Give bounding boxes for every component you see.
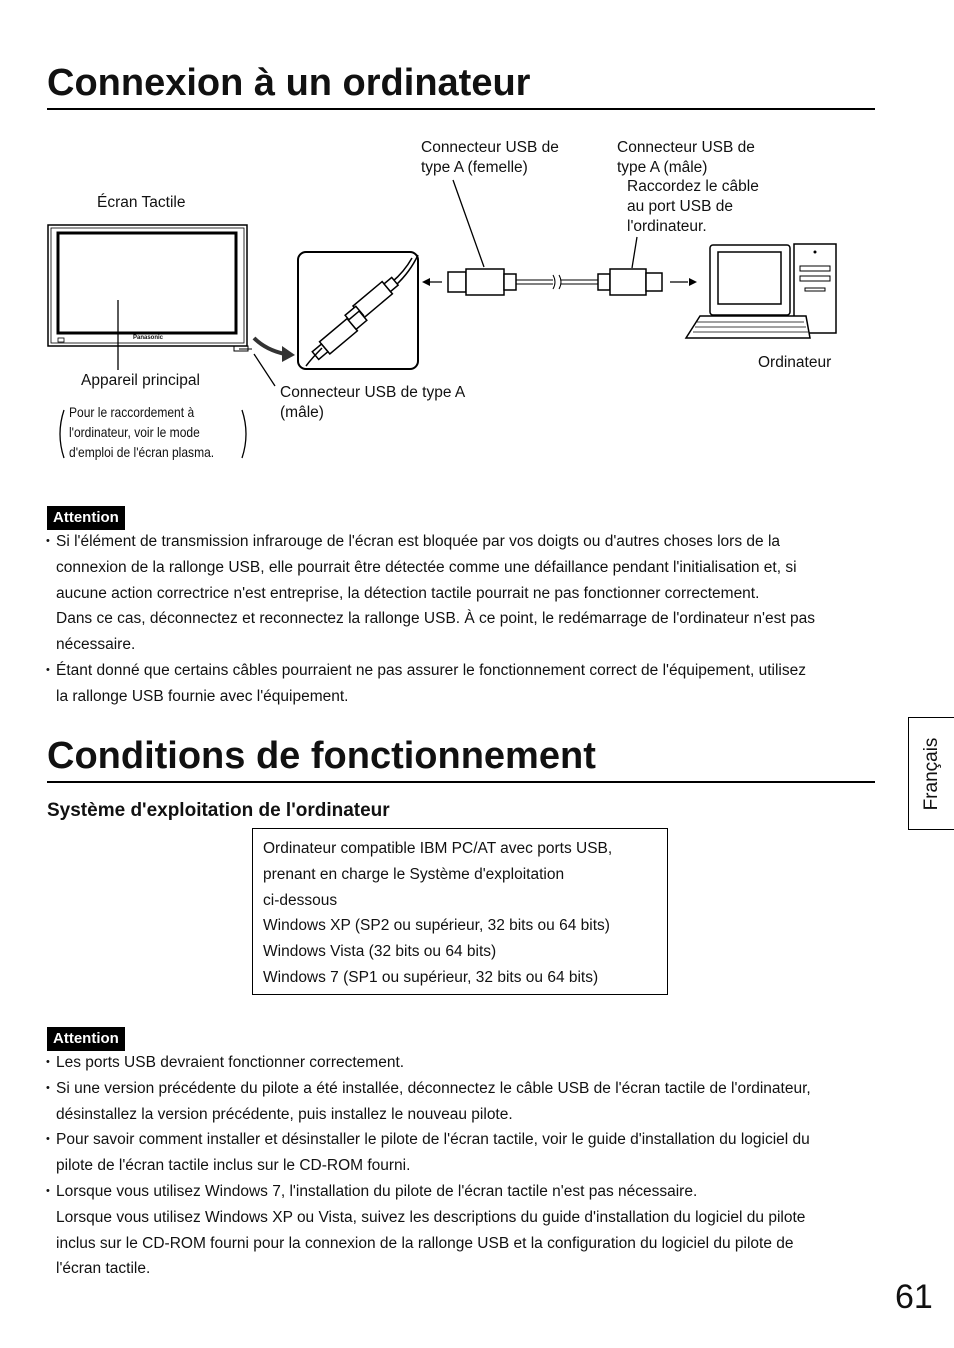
language-tab <box>908 717 954 830</box>
usb-male-label-2: type A (mâle) <box>617 159 708 176</box>
box-line: ci-dessous <box>263 891 338 909</box>
subsection-title: Système d'exploitation de l'ordinateur <box>47 800 390 821</box>
list-item-cont: nécessaire. <box>56 636 136 654</box>
connect-label-2: au port USB de <box>627 198 733 215</box>
box-line: Ordinateur compatible IBM PC/AT avec ports USB, <box>263 840 613 857</box>
usb-male-a-label-1: Connecteur USB de type A <box>280 384 466 401</box>
connect-label-1: Raccordez le câble <box>627 178 759 195</box>
usb-cable <box>448 269 662 295</box>
list-item-cont: l'écran tactile. <box>56 1260 151 1278</box>
computer-illustration <box>686 244 836 338</box>
list-item: • Si l'élément de transmission infrarouge de l'écran est bloquée par vos doigts ou d'autres choses lors de la <box>47 529 877 555</box>
box-line: Windows Vista (32 bits ou 64 bits) <box>263 943 497 961</box>
screen-label: Écran Tactile <box>97 194 186 211</box>
display-illustration <box>48 225 252 351</box>
list-item-cont: connexion de la rallonge USB, elle pourrait être détectée comme une défaillance pendant l'initialisation et, si <box>56 558 797 576</box>
box-line: prenant en charge le Système d'exploitation <box>263 865 565 883</box>
list-item: • Étant donné que certains câbles pourraient ne pas assurer le fonctionnement correct de l'équipement, utilisez <box>47 658 877 684</box>
section-title-conditions: Conditions de fonctionnement <box>47 735 596 777</box>
usb-female-label-1: Connecteur USB de <box>421 139 559 156</box>
list-item-cont: désinstallez la version précédente, puis installez le nouveau pilote. <box>56 1105 513 1123</box>
main-unit-label: Appareil principal <box>81 372 200 389</box>
usb-connector-zoom <box>298 252 418 369</box>
computer-label: Ordinateur <box>758 354 832 371</box>
list-item-cont: Dans ce cas, déconnectez et reconnectez la rallonge USB. À ce point, le redémarrage de l'ordinateur n'est pas <box>56 610 815 628</box>
list-item-cont: inclus sur le CD-ROM fourni pour la connexion de la rallonge USB et la configuration du logiciel du pilote de <box>56 1234 794 1252</box>
list-item: • Les ports USB devraient fonctionner correctement. <box>47 1050 877 1076</box>
list-item-cont: pilote de l'écran tactile inclus sur le CD-ROM fourni. <box>56 1157 411 1175</box>
attention-badge-1: Attention <box>47 506 125 530</box>
section-title-connexion: Connexion à un ordinateur <box>47 62 531 104</box>
box-line: Windows XP (SP2 ou supérieur, 32 bits ou 64 bits) <box>263 917 610 935</box>
note-line-2: l'ordinateur, voir le mode <box>69 424 200 440</box>
list-item-cont: la rallonge USB fournie avec l'équipement. <box>56 687 349 705</box>
usb-male-a-label-2: (mâle) <box>280 404 324 421</box>
brand-logo: Panasonic <box>133 335 164 341</box>
note-line-1: Pour le raccordement à <box>69 404 195 420</box>
title-rule <box>47 781 875 783</box>
box-line: Windows 7 (SP1 ou supérieur, 32 bits ou 64 bits) <box>263 968 599 986</box>
list-item-cont: Lorsque vous utilisez Windows XP ou Vista, suivez les descriptions du guide d'installation du logiciel du pilote <box>56 1208 806 1226</box>
list-item-cont: aucune action correctrice n'est entreprise, la détection tactile pourrait ne pas fonctionner correctement. <box>56 584 760 602</box>
list-item: • Pour savoir comment installer et désinstaller le pilote de l'écran tactile, voir le guide d'installation du logiciel du <box>47 1127 877 1153</box>
list-item: • Lorsque vous utilisez Windows 7, l'installation du pilote de l'écran tactile n'est pas nécessaire. <box>47 1179 877 1205</box>
usb-female-label-2: type A (femelle) <box>421 159 528 176</box>
attention-list-2 <box>47 1050 877 1282</box>
page-number: 61 <box>895 1278 933 1316</box>
language-tab-label: Français <box>920 737 942 810</box>
list-item: • Si une version précédente du pilote a été installée, déconnectez le câble USB de l'écran tactile de l'ordinateur, <box>47 1076 877 1102</box>
attention-list-1 <box>47 529 877 710</box>
note-line-3: d'emploi de l'écran plasma. <box>69 444 215 460</box>
attention-badge-2: Attention <box>47 1027 125 1051</box>
system-requirements-box <box>252 828 668 995</box>
connect-label-3: l'ordinateur. <box>627 218 707 235</box>
usb-male-label-1: Connecteur USB de <box>617 139 755 156</box>
